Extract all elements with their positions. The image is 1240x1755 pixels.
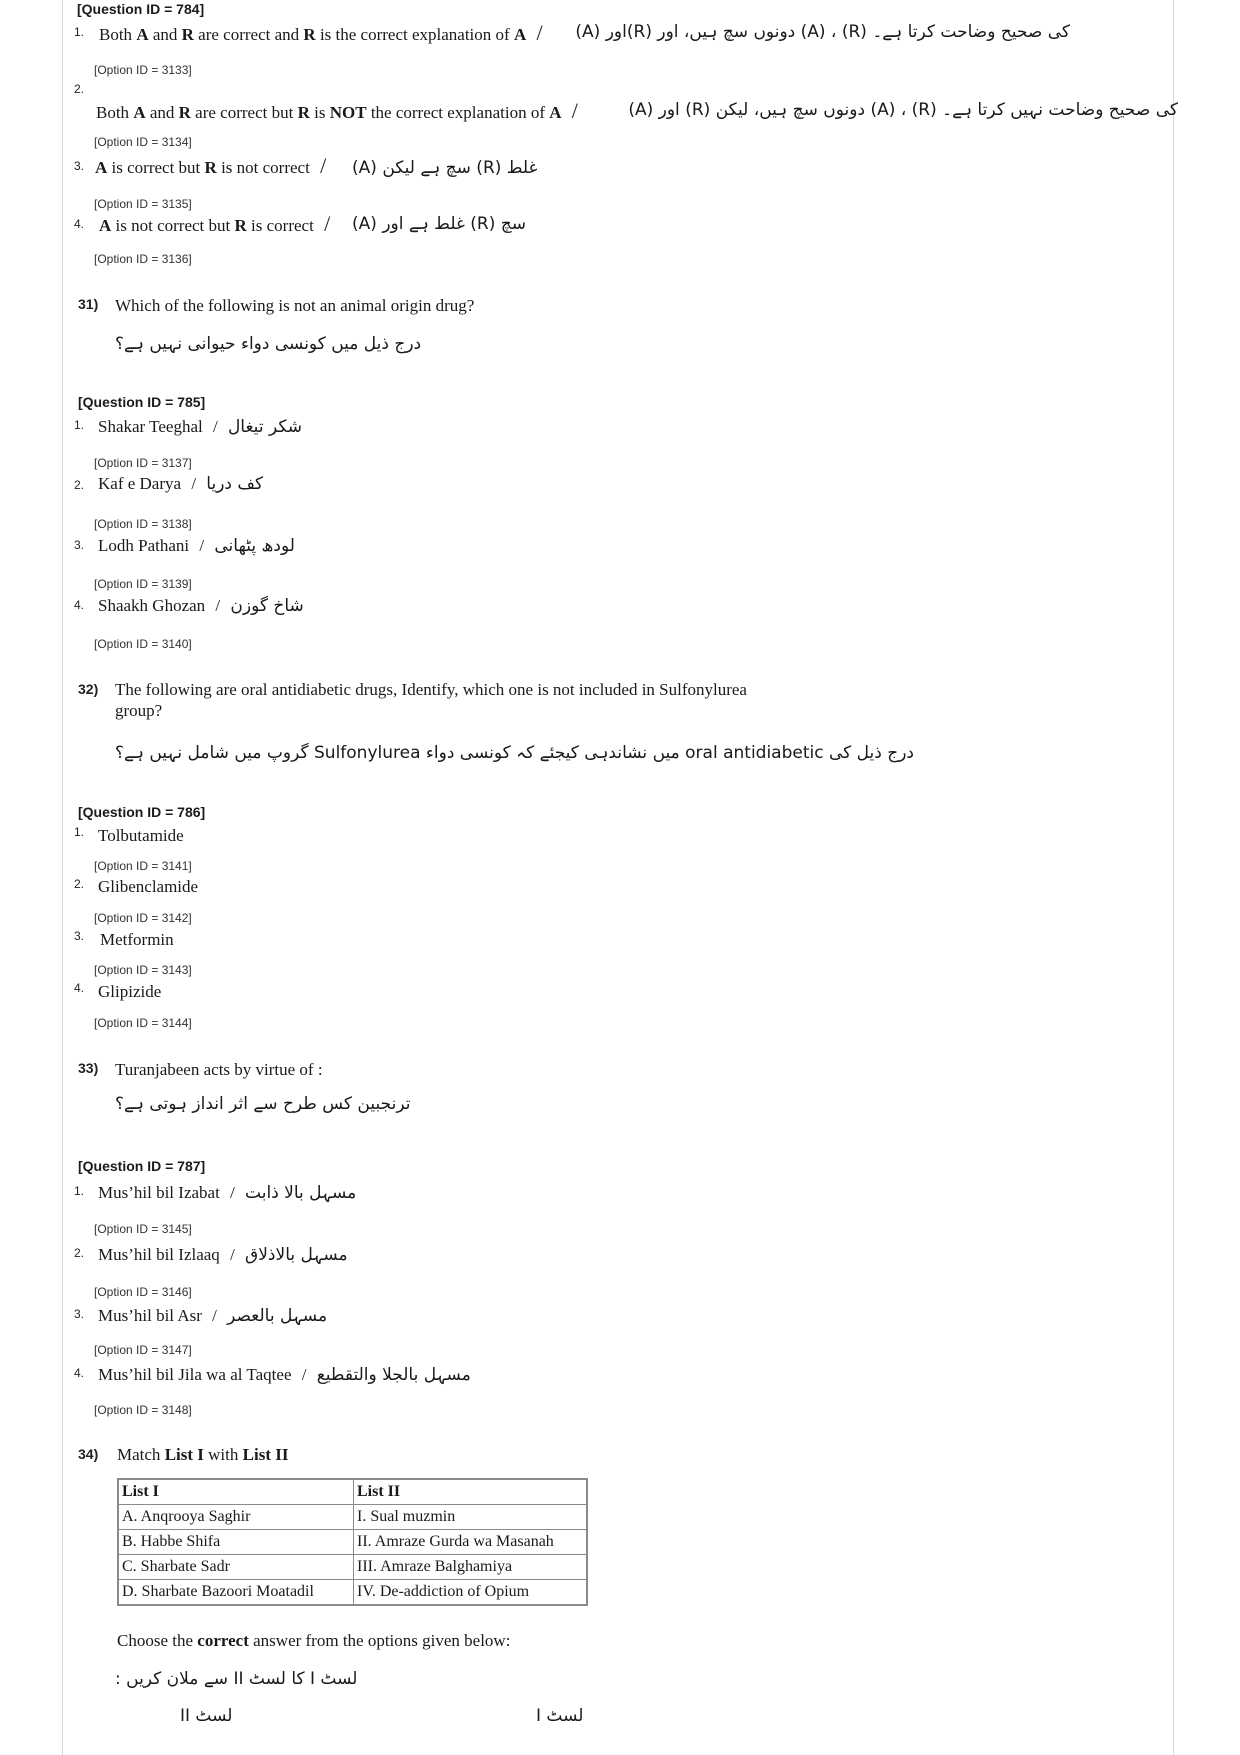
table-cell: B. Habbe Shifa — [118, 1530, 354, 1555]
option-text[interactable] — [96, 98, 584, 124]
option-text[interactable] — [98, 596, 304, 616]
option-number: 2. — [74, 478, 85, 492]
option-text[interactable] — [98, 1182, 356, 1203]
option-id: [Option ID = 3148] — [94, 1403, 192, 1417]
option-number: 3. — [74, 1307, 85, 1321]
option-id: [Option ID = 3146] — [94, 1285, 192, 1299]
question-id: [Question ID = 784] — [77, 1, 205, 17]
table-cell: D. Sharbate Bazoori Moatadil — [118, 1580, 354, 1606]
option-en: Lodh Pathani — [98, 536, 190, 555]
option-text[interactable] — [98, 417, 302, 437]
option-en: Shakar Teeghal — [98, 417, 203, 436]
option-en: Mus’hil bil Izlaaq — [98, 1245, 220, 1264]
separator: / — [230, 1183, 235, 1202]
question-text: Which of the following is not an animal origin drug? — [115, 296, 475, 315]
option-text[interactable]: Glipizide — [98, 982, 162, 1001]
option-number: 4. — [74, 1366, 85, 1380]
option-id: [Option ID = 3141] — [94, 859, 192, 873]
option-en: A is not correct but R is correct — [99, 216, 314, 235]
option-id: [Option ID = 3137] — [94, 456, 192, 470]
separator: / — [301, 1365, 307, 1384]
instruction-text-urdu: لسٹ I کا لسٹ II سے ملان کریں : — [115, 1669, 358, 1689]
question-text: Match List I with List II — [117, 1445, 289, 1464]
option-urdu: (A) سچ ہے لیکن (R) غلط — [352, 158, 538, 178]
option-id: [Option ID = 3136] — [94, 252, 192, 266]
list-heading-urdu: لسٹ II — [180, 1706, 233, 1726]
option-urdu: شکر تیغال — [227, 417, 302, 437]
option-text[interactable] — [98, 536, 295, 556]
question-number: 34) — [78, 1446, 99, 1462]
question-number: 31) — [78, 296, 99, 312]
option-text[interactable]: Glibenclamide — [98, 877, 199, 896]
option-number: 1. — [74, 418, 85, 432]
option-number: 1. — [74, 1184, 85, 1198]
option-id: [Option ID = 3138] — [94, 517, 192, 531]
match-table — [117, 1478, 588, 1606]
option-urdu: مسہل بالعصر — [227, 1306, 328, 1326]
table-cell: I. Sual muzmin — [354, 1505, 588, 1530]
option-urdu: مسہل بالاذلاق — [245, 1245, 348, 1265]
option-en: Mus’hil bil Asr — [98, 1306, 202, 1325]
option-number: 3. — [74, 929, 85, 943]
table-cell: II. Amraze Gurda wa Masanah — [354, 1530, 588, 1555]
option-urdu: (A) اور (R) دونوں سچ ہیں، لیکن (A) ، (R) کی صحیح وضاحت نہیں کرتا ہے۔ — [628, 100, 1178, 120]
option-en: Shaakh Ghozan — [98, 596, 206, 615]
option-number: 4. — [74, 598, 85, 612]
separator: / — [230, 1245, 235, 1264]
list-heading-urdu: لسٹ I — [536, 1706, 584, 1726]
table-cell: A. Anqrooya Saghir — [118, 1505, 354, 1530]
option-number: 1. — [74, 25, 85, 39]
separator: / — [571, 98, 578, 123]
question-text: group? — [115, 701, 163, 720]
option-id: [Option ID = 3147] — [94, 1343, 192, 1357]
option-text[interactable] — [95, 153, 332, 179]
option-id: [Option ID = 3140] — [94, 637, 192, 651]
option-en: Mus’hil bil Jila wa al Taqtee — [98, 1365, 292, 1384]
option-number: 2. — [74, 877, 85, 891]
question-text: The following are oral antidiabetic drugs, Identify, which one is not included in Sulfonylurea — [115, 680, 747, 699]
table-row — [118, 1580, 587, 1606]
table-cell: C. Sharbate Sadr — [118, 1555, 354, 1580]
option-urdu: لودھ پٹھانی — [214, 536, 295, 556]
separator: / — [324, 211, 331, 236]
option-id: [Option ID = 3134] — [94, 135, 192, 149]
question-text-urdu: درج ذیل میں کونسی دواء حیوانی نہیں ہے؟ — [115, 334, 422, 354]
option-number: 3. — [74, 538, 85, 552]
option-text[interactable] — [99, 20, 549, 46]
option-text[interactable] — [98, 1364, 471, 1385]
question-id: [Question ID = 785] — [78, 394, 206, 410]
table-cell: III. Amraze Balghamiya — [354, 1555, 588, 1580]
question-text-urdu: درج ذیل کی oral antidiabetic میں نشاندہی کیجئے کہ کونسی دواء Sulfonylurea گروپ میں شامل نہیں ہے؟ — [115, 743, 914, 763]
option-text[interactable] — [98, 474, 263, 494]
separator: / — [191, 474, 197, 493]
option-number: 3. — [74, 159, 85, 173]
separator: / — [320, 153, 327, 178]
option-number: 4. — [74, 217, 85, 231]
option-id: [Option ID = 3135] — [94, 197, 192, 211]
option-number: 2. — [74, 82, 85, 96]
separator: / — [215, 596, 221, 615]
option-en: Both A and R are correct but R is NOT the correct explanation of A — [96, 103, 562, 122]
option-en: Both A and R are correct and R is the correct explanation of A — [99, 25, 527, 44]
table-header: List II — [354, 1479, 588, 1505]
table-header-row — [118, 1479, 587, 1505]
question-text: Turanjabeen acts by virtue of : — [115, 1060, 323, 1079]
option-urdu: مسہل بالا ذابت — [245, 1183, 357, 1203]
option-id: [Option ID = 3142] — [94, 911, 192, 925]
table-row — [118, 1505, 587, 1530]
option-id: [Option ID = 3145] — [94, 1222, 192, 1236]
option-en: Kaf e Darya — [98, 474, 182, 493]
option-text[interactable]: Metformin — [100, 930, 174, 949]
option-id: [Option ID = 3139] — [94, 577, 192, 591]
option-number: 1. — [74, 825, 85, 839]
option-urdu: شاخ گوزن — [230, 596, 304, 616]
option-urdu: (A) غلط ہے اور (R) سچ — [352, 214, 526, 234]
table-row — [118, 1555, 587, 1580]
table-row — [118, 1530, 587, 1555]
option-text[interactable] — [98, 1244, 348, 1265]
question-number: 33) — [78, 1060, 99, 1076]
option-urdu: (A) اور(R) دونوں سچ ہیں، اور (A) ، (R) کی صحیح وضاحت کرتا ہے۔ — [575, 22, 1070, 42]
option-id: [Option ID = 3144] — [94, 1016, 192, 1030]
question-id: [Question ID = 786] — [78, 804, 206, 820]
separator: / — [212, 1306, 217, 1325]
instruction-text: Choose the correct answer from the options given below: — [117, 1631, 511, 1650]
question-text-urdu: ترنجبین کس طرح سے اثر انداز ہوتی ہے؟ — [115, 1094, 411, 1114]
question-number: 32) — [78, 681, 99, 697]
option-number: 2. — [74, 1246, 85, 1260]
option-urdu: کف دریا — [206, 474, 264, 494]
separator: / — [199, 536, 205, 555]
option-urdu: مسہل بالجلا والتقطیع — [316, 1365, 471, 1385]
option-text[interactable] — [99, 211, 336, 237]
table-cell: IV. De-addiction of Opium — [354, 1580, 588, 1606]
separator: / — [536, 20, 543, 45]
option-en: A is correct but R is not correct — [95, 158, 310, 177]
option-text[interactable] — [98, 1305, 327, 1326]
option-id: [Option ID = 3143] — [94, 963, 192, 977]
separator: / — [212, 417, 218, 436]
question-id: [Question ID = 787] — [78, 1158, 206, 1174]
option-en: Mus’hil bil Izabat — [98, 1183, 220, 1202]
option-text[interactable]: Tolbutamide — [98, 826, 184, 845]
option-id: [Option ID = 3133] — [94, 63, 192, 77]
table-header: List I — [118, 1479, 354, 1505]
option-number: 4. — [74, 981, 85, 995]
